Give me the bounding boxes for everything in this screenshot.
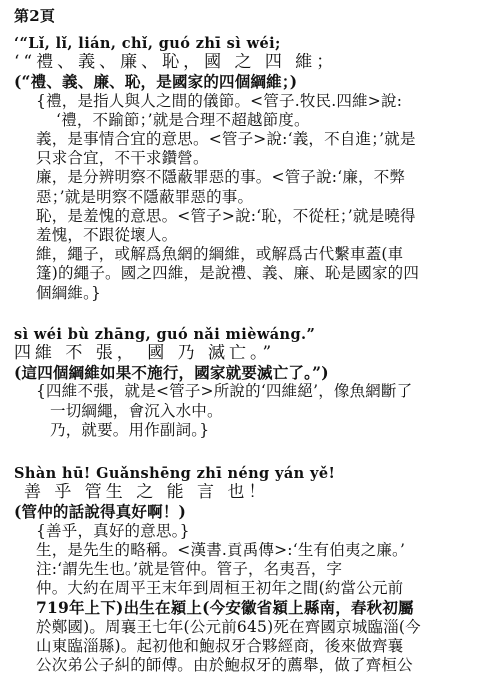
note-line: 山東臨淄縣)。起初他和鮑叔牙合夥經商，後來做齊襄 [36, 636, 404, 655]
note-line: 個綱維。} [36, 283, 102, 302]
note-line: 維，繩子，或解爲魚網的綱維，或解爲古代繫車蓋(車 [36, 245, 404, 264]
text-line-2: 四維 不 張， 國 乃 滅亡。” [14, 344, 276, 364]
note-line: 注:‘謂先生也。’就是管仲。管子，名夷吾，字 [36, 560, 343, 579]
note-line: {四維不張，就是<管子>所說的‘四維絕’，像魚網斷了 [36, 382, 413, 401]
translation-line-2: (這四個綱維如果不施行，國家就要滅亡了。”) [14, 363, 329, 383]
note-line: 乃，就要。用作副詞。} [50, 420, 210, 439]
note-line: 719年上下)出生在潁上(今安徽省潁上縣南，春秋初屬 [36, 598, 414, 618]
note-line: 廉，是分辨明察不隱蔽罪惡的事。<管子說:‘廉，不弊 [36, 168, 406, 187]
section-spacer [14, 303, 484, 325]
translation-line-3: (管仲的話說得真好啊！) [14, 502, 187, 522]
note-line: 生，是先生的略稱。<漢書.貢禹傳>:‘生有伯夷之廉。’ [36, 540, 406, 559]
note-line: 羞愧，不跟從壞人。 [36, 226, 178, 245]
pinyin-line-1: ‘“Lǐ, lǐ, lián, chǐ, guó zhī sì wéi; [14, 35, 281, 52]
note-line: ‘禮，不踰節；’就是合理不超越節度。 [56, 110, 310, 129]
note-line: 於鄭國)。周襄王七年(公元前645)死在齊國京城臨淄(今 [36, 617, 421, 636]
note-line: 惡；’就是明察不隱蔽罪惡的事。 [36, 187, 254, 206]
note-line: 恥，是羞愧的意思。<管子>說:‘恥，不從枉；’就是曉得 [36, 206, 416, 225]
text-line-1: ‘“禮、義、廉、恥，國 之 四 維； [14, 53, 338, 73]
note-line: 篷)的繩子。國之四維，是說禮、義、廉、恥是國家的四 [36, 264, 420, 283]
section-spacer [14, 440, 484, 464]
note-line: 一切綱繩，會沉入水中。 [50, 401, 223, 420]
note-line: 公次弟公子糾的師傅。由於鮑叔牙的薦舉，做了齊桓公 [36, 656, 413, 675]
note-line: 仲。大約在周平王末年到周桓王初年之間(約當公元前 [36, 579, 404, 598]
note-line: 只求合宜，不干求鑽營。 [36, 149, 209, 168]
page-label: 第2頁 [14, 7, 56, 25]
text-line-3: 善 乎 管生 之 能 言 也！ [24, 483, 270, 503]
note-line: {善乎，真好的意思。} [36, 521, 190, 540]
pinyin-line-3: Shàn hū! Guǎnshēng zhī néng yán yě! [14, 465, 336, 483]
pinyin-line-2: sì wéi bù zhāng, guó nǎi mièwáng.” [14, 325, 316, 343]
translation-line-1: (“禮、義、廉、恥，是國家的四個綱維；) [14, 72, 298, 92]
note-line: 義，是事情合宜的意思。<管子>說:‘義，不自進；’就是 [36, 130, 416, 149]
note-line: {禮，是指人與人之間的儀節。<管子.牧民.四維>說: [36, 91, 403, 110]
